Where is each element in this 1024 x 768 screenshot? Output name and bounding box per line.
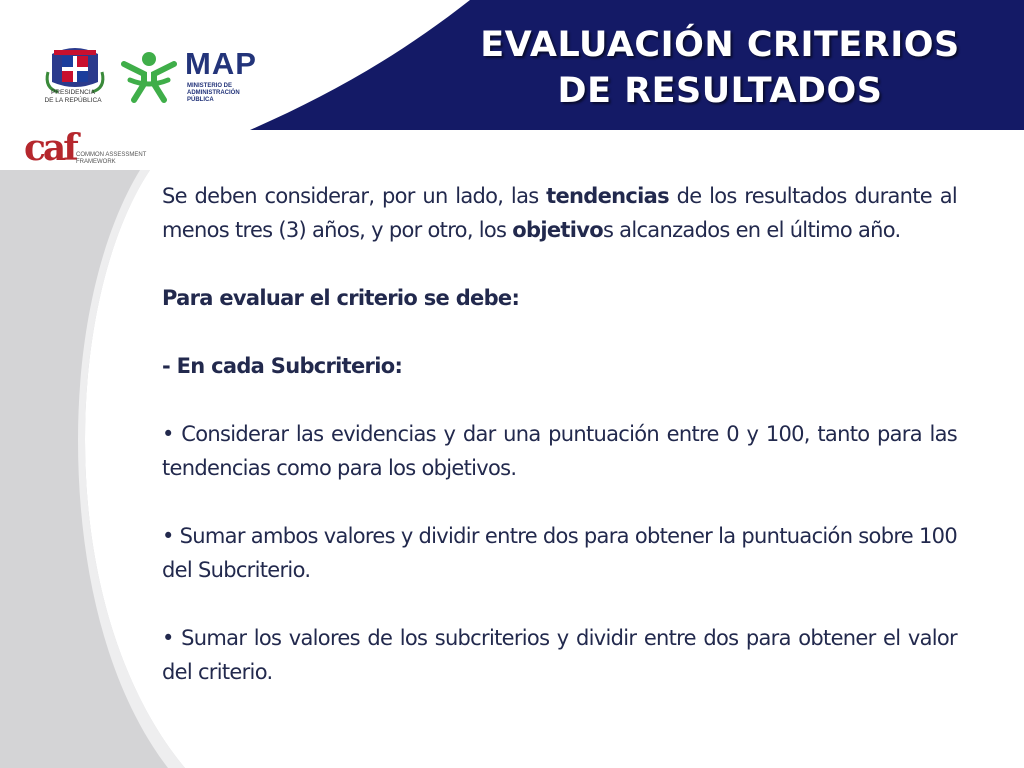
map-people-icon — [120, 50, 178, 104]
page-title — [420, 22, 1020, 114]
map-logo-word: MAP — [185, 46, 257, 81]
presidencia-line-1: PRESIDENCIA — [50, 89, 96, 96]
title-line-2: DE RESULTADOS — [557, 71, 883, 111]
map-line-2: ADMINISTRACIÓN — [187, 90, 240, 96]
left-swoosh — [0, 170, 185, 768]
intro-bold-tendencias: tendencias — [546, 184, 669, 208]
evaluate-heading-text: Para evaluar el criterio se debe: — [162, 286, 520, 310]
intro-bold-objetivos: objetivo — [512, 218, 603, 242]
intro-paragraph — [162, 179, 957, 247]
caf-line-2: FRAMEWORK — [76, 159, 116, 165]
presidencia-line-2: DE LA REPÚBLICA — [44, 96, 102, 104]
presidencia-label — [30, 89, 116, 104]
title-line-1: EVALUACIÓN CRITERIOS — [480, 25, 960, 65]
bullet-item-2: • Sumar ambos valores y dividir entre dos para obtener la puntuación sobre 100 del Subcriterio. — [162, 524, 957, 582]
intro-text-2: de los resultados durante al menos tres (3) años, y por otro, los — [162, 184, 957, 242]
bullet-item-3: • Sumar los valores de los subcriterios y dividir entre dos para obtener el valor del criterio. — [162, 626, 957, 684]
intro-text-1: Se deben considerar, por un lado, las — [162, 184, 547, 208]
caf-logo-text — [76, 152, 146, 166]
bullet-item-1: • Considerar las evidencias y dar una puntuación entre 0 y 100, tanto para las tendencias como para los objetivos. — [162, 422, 957, 480]
intro-text-3: s alcanzados en el último año. — [602, 218, 901, 242]
map-line-3: PÚBLICA — [187, 97, 214, 103]
subcriterio-heading — [162, 349, 957, 383]
slide-body — [162, 179, 957, 689]
caf-line-1: COMMON ASSESSMENT — [76, 152, 147, 158]
subcriterio-heading-text: - En cada Subcriterio: — [162, 354, 403, 378]
map-line-1: MINISTERIO DE — [187, 83, 233, 89]
caf-logo-mark: caf — [24, 127, 76, 169]
evaluate-heading — [162, 281, 957, 315]
map-logo-subtitle — [187, 83, 240, 104]
